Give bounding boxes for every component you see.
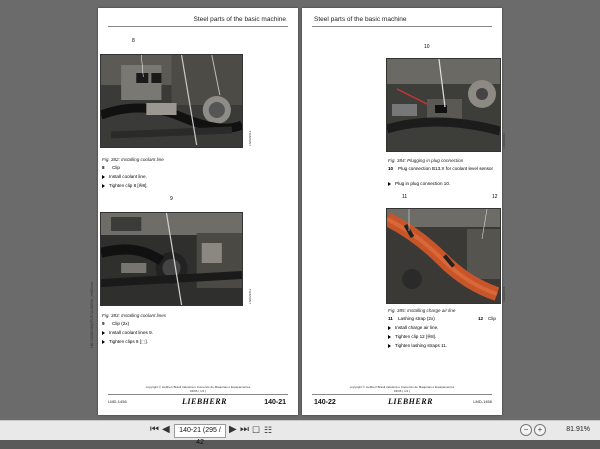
fit-width-icon[interactable]: ☷ <box>264 425 273 435</box>
liebherr-logo: LIEBHERR <box>182 397 227 406</box>
page-number: 140-22 <box>314 399 336 406</box>
previous-page-icon[interactable]: ◀ <box>162 424 170 435</box>
page-header: Steel parts of the basic machine <box>193 16 286 23</box>
next-page-icon[interactable]: ▶ <box>229 424 237 435</box>
figure-callout-11: 11 <box>402 194 408 200</box>
liebherr-logo: LIEBHERR <box>388 397 433 406</box>
left-page <box>90 8 298 415</box>
photo-id-tag: LS0029613 <box>248 288 252 304</box>
figure-callout-8: 8 <box>132 38 135 44</box>
footer-divider <box>108 394 288 395</box>
instruction-step: Plug in plug connection 10. <box>388 181 450 186</box>
instruction-step: Tighten clip 8 [✇8]. <box>102 183 148 189</box>
page-number: 140-21 <box>264 399 286 406</box>
page-number-input[interactable]: 140-21 (295 / 42 <box>174 424 226 438</box>
zoom-level[interactable]: 81.91% <box>566 426 590 433</box>
engine-photo-charge-air-line <box>386 208 501 304</box>
side-document-code: LBH/20081/000/FUSTA/28/EN/_/ed00/ver <box>90 281 94 348</box>
figure-caption: Fig. 382: Installing coolant line <box>102 157 164 162</box>
last-page-icon[interactable]: ⏭ <box>240 424 249 435</box>
instruction-step: Install charge air line. <box>388 325 438 330</box>
header-divider <box>108 26 288 27</box>
instruction-step: Install coolant line. <box>102 174 147 179</box>
engine-photo-coolant-lines <box>100 212 243 306</box>
legend-item: 8 Clip <box>102 165 120 170</box>
instruction-step: Tighten clips 9 [⬚]. <box>102 339 148 345</box>
viewer-toolbar <box>0 420 600 446</box>
figure-callout-9: 9 <box>170 196 173 202</box>
engine-photo-plug-connection <box>386 58 501 152</box>
legend-item: 9 Clip (2x) <box>102 321 130 326</box>
instruction-step: Tighten clip 12 [✇8]. <box>388 334 436 340</box>
copyright-note: copyright © Liebherr Brasil Industria e Comercio de Maquinas e Equipamentos 03/06 ( 1/2 ) <box>145 385 251 393</box>
copyright-note: copyright © Liebherr Brasil Industria e Comercio de Maquinas e Equipamentos 03/06 ( 1/2 ) <box>349 385 455 393</box>
document-id: LMD-1456 <box>473 399 492 404</box>
instruction-step: Tighten lashing straps 11. <box>388 343 447 348</box>
footer-divider <box>312 394 492 395</box>
instruction-step: Install coolant lines 9. <box>102 330 153 335</box>
header-divider <box>312 26 492 27</box>
photo-id-tag: LS0029614 <box>502 132 506 148</box>
photo-id-tag: LS0029612 <box>248 130 252 146</box>
figure-callout-10: 10 <box>424 44 430 50</box>
legend-item: 11 Lashing strap (2x) <box>388 316 435 321</box>
figure-caption: Fig. 383: Installing coolant lines <box>102 313 167 318</box>
zoom-in-icon[interactable]: + <box>534 424 546 436</box>
photo-id-tag: LS0029615 <box>502 286 506 302</box>
figure-caption: Fig. 384: Plugging in plug connection <box>388 158 464 163</box>
right-page <box>302 8 506 415</box>
figure-callout-12: 12 <box>492 194 498 200</box>
page-header: Steel parts of the basic machine <box>314 16 407 23</box>
fit-page-icon[interactable]: ☐ <box>252 425 261 435</box>
legend-item: 10 Plug connection B13.X for coolant level sensor <box>388 166 493 171</box>
document-id: LMD-1456 <box>108 399 127 404</box>
legend-item: 12 Clip <box>478 316 496 321</box>
zoom-out-icon[interactable]: − <box>520 424 532 436</box>
first-page-icon[interactable]: ⏮ <box>150 424 159 435</box>
figure-caption: Fig. 385: Installing charge air line <box>388 308 456 313</box>
engine-photo-coolant-line <box>100 54 243 148</box>
